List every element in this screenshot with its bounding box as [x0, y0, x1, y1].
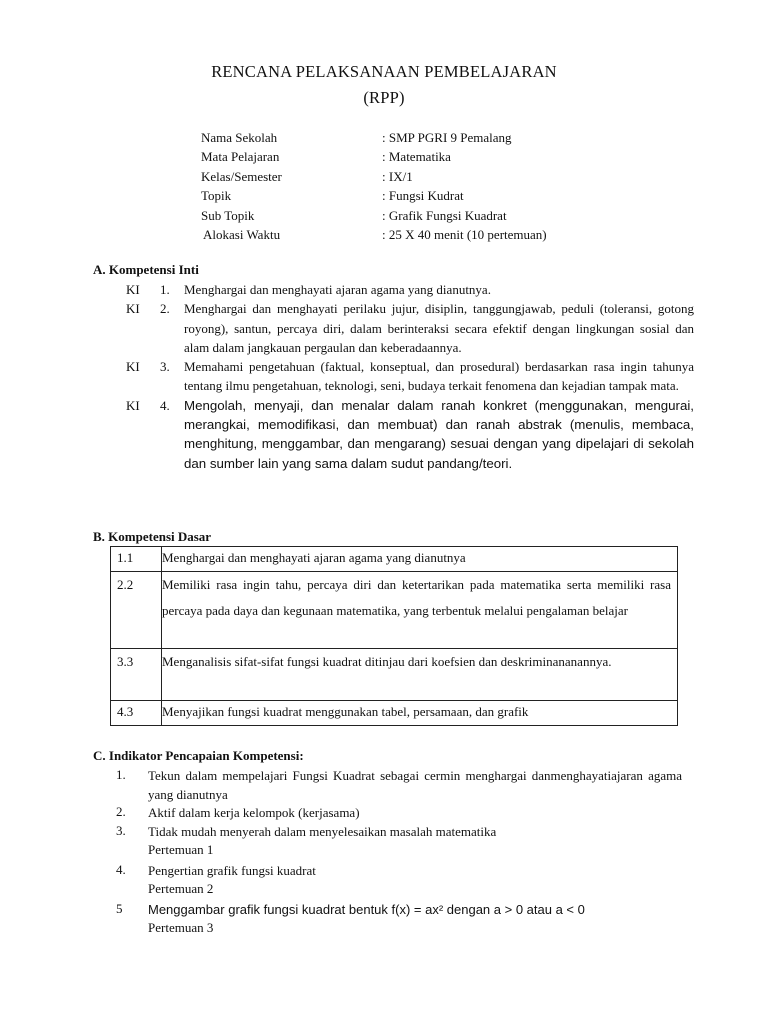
kd-text: Memiliki rasa ingin tahu, percaya diri dan ketertarikan pada matematika serta memiliki rasa percaya pada daya dan kegunaan matematika, yang terbentuk melalui pengalaman belajar: [162, 572, 678, 649]
ki-text: Menghargai dan menghayati ajaran agama yang dianutnya.: [184, 282, 491, 297]
indicator-number: 5: [116, 900, 123, 916]
indicator-number: 1.: [116, 767, 126, 782]
kd-text: Menyajikan fungsi kuadrat menggunakan tabel, persamaan, dan grafik: [162, 701, 678, 726]
indicator-item: [116, 767, 682, 804]
identity-value: : SMP PGRI 9 Pemalang: [382, 130, 512, 145]
ki-text: Mengolah, menyaji, dan menalar dalam ranah konkret (menggunakan, mengurai, merangkai, memodifikasi, dan membuat) dan ranah abstrak (menulis, membaca, menghitung, menggambar, dan mengarang) sesuai dengan yang dipelajari di sekolah dan sumber lain yang sama dalam sudut pandang/teori.: [184, 397, 694, 471]
table-row: [111, 547, 678, 572]
meeting-label: Pertemuan 1: [148, 842, 214, 857]
identity-label: Kelas/Semester: [201, 168, 282, 184]
indicator-item: [116, 823, 682, 842]
indicator-text: Pengertian grafik fungsi kuadrat: [148, 862, 316, 878]
kompetensi-inti-list: [126, 280, 694, 473]
ki-item: [126, 357, 694, 396]
kd-number: 3.3: [111, 649, 162, 701]
kd-number: 1.1: [111, 547, 162, 572]
ki-number: 1.: [160, 282, 170, 297]
ki-tag: KI: [126, 282, 140, 297]
meeting-label: Pertemuan 3: [148, 920, 214, 935]
kd-text: Menganalisis sifat-sifat fungsi kuadrat ditinjau dari koefsien dan deskriminananannya.: [162, 649, 678, 701]
table-row: [111, 572, 678, 649]
ki-tag: KI: [126, 397, 140, 413]
identity-label: Mata Pelajaran: [201, 149, 280, 165]
ki-text: Memahami pengetahuan (faktual, konseptual, dan prosedural) berdasarkan rasa ingin tahunya tentang ilmu pengetahuan, teknologi, seni, budaya terkait fenomena dan kejadian tampak mata.: [184, 359, 694, 394]
ki-tag: KI: [126, 359, 140, 375]
identity-label: Topik: [201, 188, 232, 204]
document-subtitle: (RPP): [363, 88, 405, 107]
section-b-heading: B. Kompetensi Dasar: [93, 529, 212, 544]
indicator-text: Aktif dalam kerja kelompok (kerjasama): [148, 805, 360, 820]
indicator-text: Tekun dalam mempelajari Fungsi Kuadrat sebagai cermin menghargai danmenghayatiajaran agama yang dianutnya: [148, 768, 682, 802]
ki-number: 4.: [160, 397, 170, 413]
meeting-label: Pertemuan 2: [148, 881, 214, 896]
identity-label: Sub Topik: [201, 207, 255, 223]
section-c-heading: C. Indikator Pencapaian Kompetensi:: [93, 748, 304, 763]
indicator-item: [116, 841, 682, 860]
indicator-item: [116, 880, 682, 899]
kompetensi-dasar-table: [110, 546, 678, 726]
table-row: [111, 649, 678, 701]
kd-number: 4.3: [111, 701, 162, 726]
table-row: [111, 701, 678, 726]
ki-tag: KI: [126, 301, 140, 317]
identity-value: : Grafik Fungsi Kuadrat: [382, 207, 507, 223]
indicator-list: [116, 767, 682, 938]
kd-text: Menghargai dan menghayati ajaran agama yang dianutnya: [162, 547, 678, 572]
section-a-heading: A. Kompetensi Inti: [93, 262, 199, 277]
indicator-number: 2.: [116, 804, 126, 819]
identity-label: Alokasi Waktu: [203, 226, 281, 242]
indicator-item: [116, 919, 682, 938]
ki-item: [126, 280, 694, 299]
identity-value: : Matematika: [382, 149, 451, 165]
identity-value: : Fungsi Kudrat: [382, 188, 464, 204]
indicator-item: [116, 804, 682, 823]
identity-label: Nama Sekolah: [201, 130, 278, 145]
indicator-text: Tidak mudah menyerah dalam menyelesaikan masalah matematika: [148, 823, 497, 839]
ki-number: 2.: [160, 301, 170, 317]
indicator-text: Menggambar grafik fungsi kuadrat bentuk f(x) = ax² dengan a > 0 atau a < 0: [148, 901, 585, 917]
ki-item: [126, 396, 694, 473]
ki-number: 3.: [160, 359, 170, 375]
document-title: RENCANA PELAKSANAAN PEMBELAJARAN: [211, 62, 557, 81]
indicator-item: [116, 901, 682, 920]
ki-text: Menghargai dan menghayati perilaku jujur, disiplin, tanggungjawab, peduli (toleransi, gotong royong), santun, percaya diri, dalam berinteraksi secara efektif dengan lingkungan sosial dan alam dalam jangkauan pergaulan dan keberadaannya.: [184, 301, 694, 355]
kd-number: 2.2: [111, 572, 162, 649]
identity-value: : 25 X 40 menit (10 pertemuan): [382, 226, 547, 242]
indicator-number: 4.: [116, 861, 126, 877]
identity-value: : IX/1: [382, 168, 413, 184]
ki-item: [126, 299, 694, 357]
indicator-item: [116, 862, 682, 881]
indicator-number: 3.: [116, 822, 126, 838]
